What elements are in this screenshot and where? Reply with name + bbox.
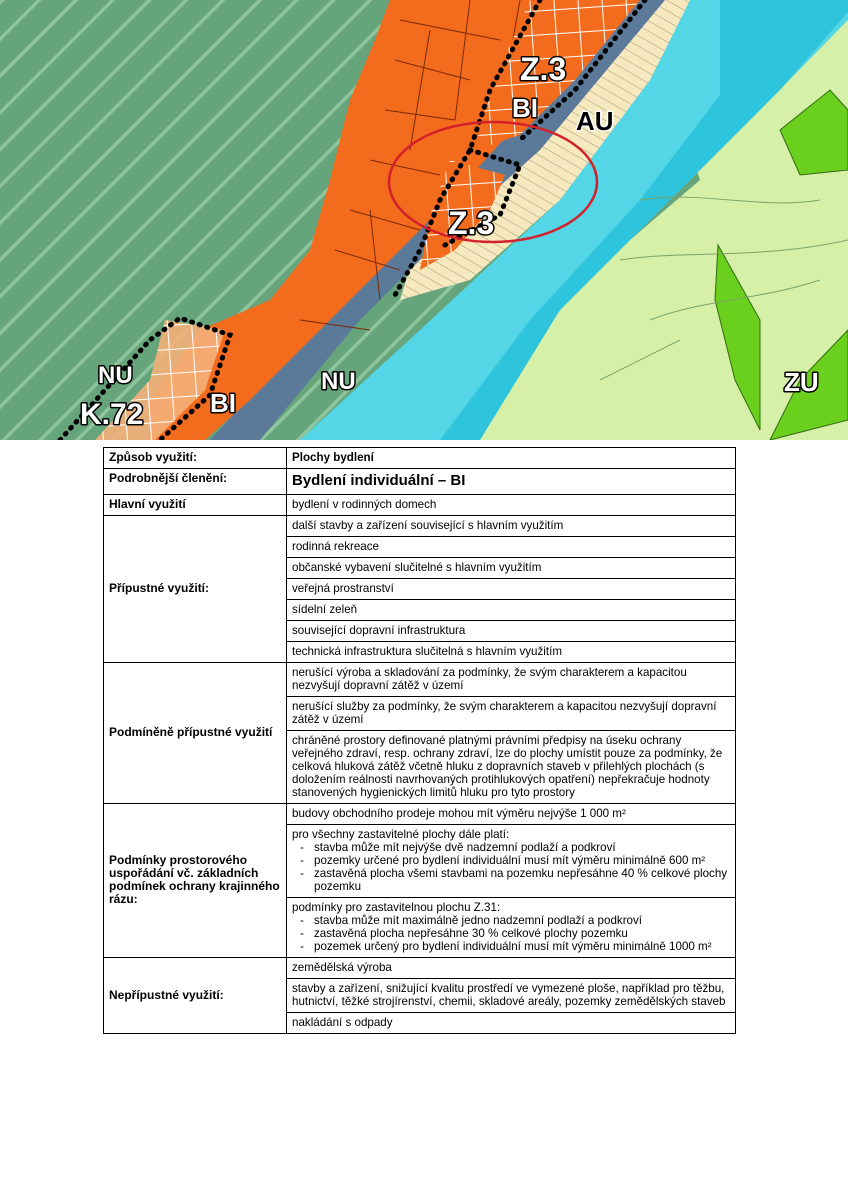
row-value: nerušící výroba a skladování za podmínky, že svým charakterem a kapacitou nezvyšují dopravní zátěž v území: [287, 663, 736, 697]
row-label: Podrobnější členění:: [104, 469, 287, 495]
row-value: sídelní zeleň: [287, 600, 736, 621]
list-item: - pozemek určený pro bydlení individuální musí mít výměru minimálně 1000 m²: [314, 940, 730, 953]
list-item: - pozemky určené pro bydlení individuální musí mít výměru minimálně 600 m²: [314, 854, 730, 867]
row-label: Hlavní využití: [104, 495, 287, 516]
row-value: bydlení v rodinných domech: [287, 495, 736, 516]
block-intro: pro všechny zastavitelné plochy dále platí:: [292, 828, 510, 841]
map-label-bi-top: BI: [512, 93, 538, 123]
row-value: veřejná prostranství: [287, 579, 736, 600]
row-value: stavby a zařízení, snižující kvalitu prostředí ve vymezené ploše, například pro těžbu, hutnictví, těžké strojírenství, chemii, skladové areály, pozemky zemědělských staveb: [287, 979, 736, 1013]
row-value-block: [287, 825, 736, 898]
map-label-nu-left: NU: [98, 362, 133, 389]
map-label-z3-top: Z.3: [520, 51, 567, 87]
table-row: [104, 448, 736, 469]
block-intro: podmínky pro zastavitelnou plochu Z.31:: [292, 901, 501, 914]
row-value: nerušící služby za podmínky, že svým charakterem a kapacitou nezvyšují dopravní zátěž v území: [287, 697, 736, 731]
row-label: Přípustné využití:: [104, 516, 287, 663]
row-value: zemědělská výroba: [287, 958, 736, 979]
row-value: občanské vybavení slučitelné s hlavním využitím: [287, 558, 736, 579]
map-label-z3-bottom: Z.3: [448, 205, 495, 241]
row-value: související dopravní infrastruktura: [287, 621, 736, 642]
row-label: Nepřípustné využití:: [104, 958, 287, 1034]
list-item: - stavba může mít maximálně jedno nadzemní podlaží a podkroví: [314, 914, 730, 927]
row-value: nakládání s odpady: [287, 1013, 736, 1034]
row-value: další stavby a zařízení související s hlavním využitím: [287, 516, 736, 537]
regulation-table: [103, 447, 736, 1034]
zoning-map: [0, 0, 848, 440]
row-value: technická infrastruktura slučitelná s hlavním využitím: [287, 642, 736, 663]
row-value-block: [287, 898, 736, 958]
list-item: - zastavěná plocha všemi stavbami na pozemku nepřesáhne 40 % celkové plochy pozemku: [314, 867, 730, 893]
table-row: [104, 469, 736, 495]
row-label: Podmínky prostorového uspořádání vč. základních podmínek ochrany krajinného rázu:: [104, 804, 287, 958]
list-item: - zastavěná plocha nepřesáhne 30 % celkové plochy pozemku: [314, 927, 730, 940]
list-item: - stavba může mít nejvýše dvě nadzemní podlaží a podkroví: [314, 841, 730, 854]
map-label-k72: K.72: [80, 398, 144, 431]
table-row: [104, 516, 736, 537]
row-label: Podmíněně přípustné využití: [104, 663, 287, 804]
table-row: [104, 804, 736, 825]
row-value: chráněné prostory definované platnými právními předpisy na úseku ochrany veřejného zdraví, resp. ochrany zdraví, lze do plochy umístit pouze za podmínky, že celková hluková zátěž včetně hluku z dopravních staveb v přilehlých plochách (s doložením reálnosti navrhovaných protihlukových opatření) nepřekračuje hodnoty stanovených hygienických limitů hluku pro tyto prostory: [287, 731, 736, 804]
row-value: rodinná rekreace: [287, 537, 736, 558]
map-label-bi-bottom: BI: [210, 388, 236, 418]
bullet-list: [292, 914, 730, 953]
row-value: budovy obchodního prodeje mohou mít výměru nejvýše 1 000 m²: [287, 804, 736, 825]
map-label-nu-right: NU: [321, 368, 356, 395]
map-label-zu: ZU: [784, 367, 819, 397]
map-label-au: AU: [576, 106, 614, 136]
row-value: Bydlení individuální – BI: [287, 469, 736, 495]
row-value: Plochy bydlení: [287, 448, 736, 469]
table-row: [104, 958, 736, 979]
table-row: [104, 663, 736, 697]
bullet-list: [292, 841, 730, 893]
table-row: [104, 495, 736, 516]
row-label: Způsob využití:: [104, 448, 287, 469]
